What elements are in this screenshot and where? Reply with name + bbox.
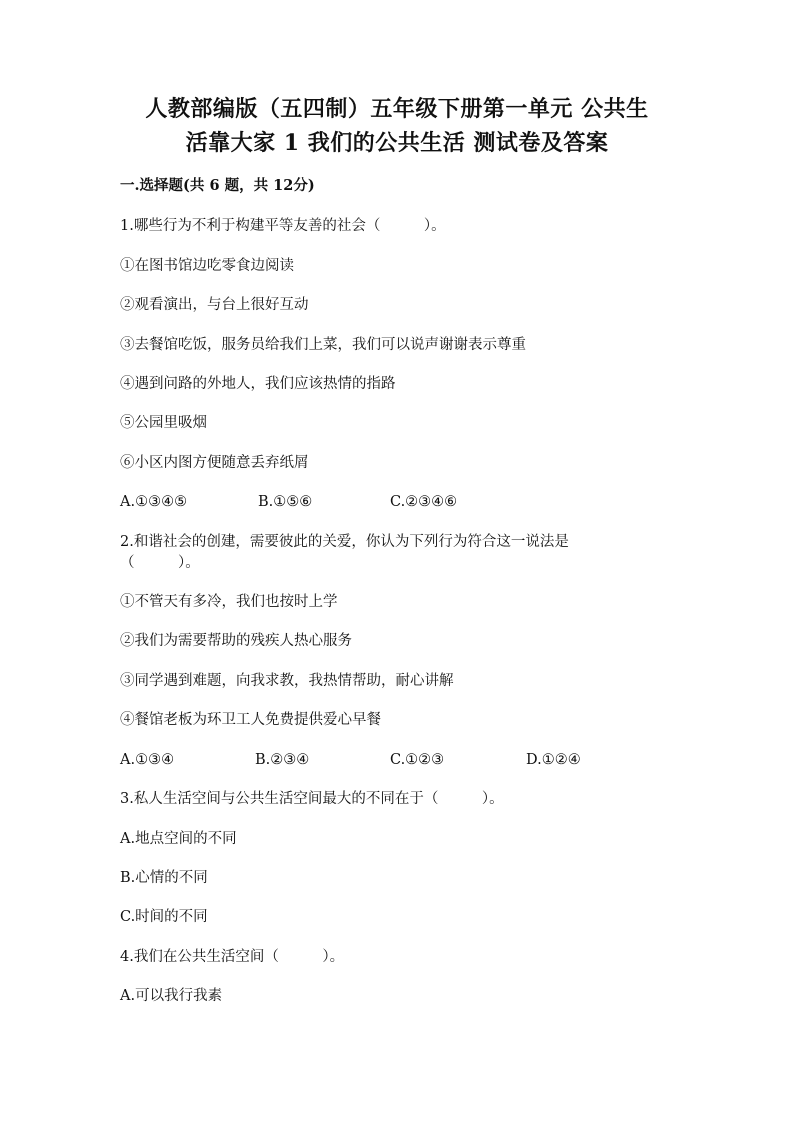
question-1-item: ②观看演出，与台上很好互动: [120, 297, 309, 313]
question-2-item: ③同学遇到难题，向我求教，我热情帮助，耐心讲解: [120, 673, 454, 689]
question-2-item: ④餐馆老板为环卫工人免费提供爱心早餐: [120, 712, 381, 728]
question-1-option-a: A.①③④⑤: [120, 494, 188, 510]
question-2-option-a: A.①③④: [120, 752, 175, 768]
question-2-option-d: D.①②④: [526, 752, 581, 768]
question-1-option-b: B.①⑤⑥: [258, 494, 313, 510]
question-2-stem-continued: （ ）。: [120, 555, 200, 571]
question-3-stem: 3.私人生活空间与公共生活空间最大的不同在于（ ）。: [120, 791, 504, 807]
title-line-2: 活靠大家 1 我们的公共生活 测试卷及答案: [185, 130, 609, 156]
question-2-item: ①不管天有多冷，我们也按时上学: [120, 594, 338, 610]
question-1-item: ⑥小区内图方便随意丢弃纸屑: [120, 455, 309, 471]
question-3-option-b: B.心情的不同: [120, 870, 208, 886]
question-2-option-b: B.②③④: [255, 752, 310, 768]
question-3-option-c: C.时间的不同: [120, 909, 208, 925]
question-1-option-c: C.②③④⑥: [390, 494, 458, 510]
question-1-item: ⑤公园里吸烟: [120, 415, 207, 431]
question-1-item: ①在图书馆边吃零食边阅读: [120, 258, 294, 274]
question-1-item: ④遇到问路的外地人，我们应该热情的指路: [120, 376, 396, 392]
question-2-item: ②我们为需要帮助的残疾人热心服务: [120, 633, 352, 649]
question-2-stem: 2.和谐社会的创建，需要彼此的关爱，你认为下列行为符合这一说法是: [120, 534, 569, 550]
question-4-stem: 4.我们在公共生活空间（ ）。: [120, 949, 345, 965]
question-1-item: ③去餐馆吃饭，服务员给我们上菜，我们可以说声谢谢表示尊重: [120, 337, 526, 353]
title-line-1: 人教部编版（五四制）五年级下册第一单元 公共生: [145, 96, 649, 122]
question-2-option-c: C.①②③: [390, 752, 445, 768]
question-1-stem: 1.哪些行为不利于构建平等友善的社会（ ）。: [120, 218, 446, 234]
question-4-option-a: A.可以我行我素: [120, 988, 223, 1004]
document-title: [100, 92, 694, 160]
question-3-option-a: A.地点空间的不同: [120, 831, 237, 847]
section-heading: 一.选择题(共 6 题，共 12分): [120, 177, 315, 194]
